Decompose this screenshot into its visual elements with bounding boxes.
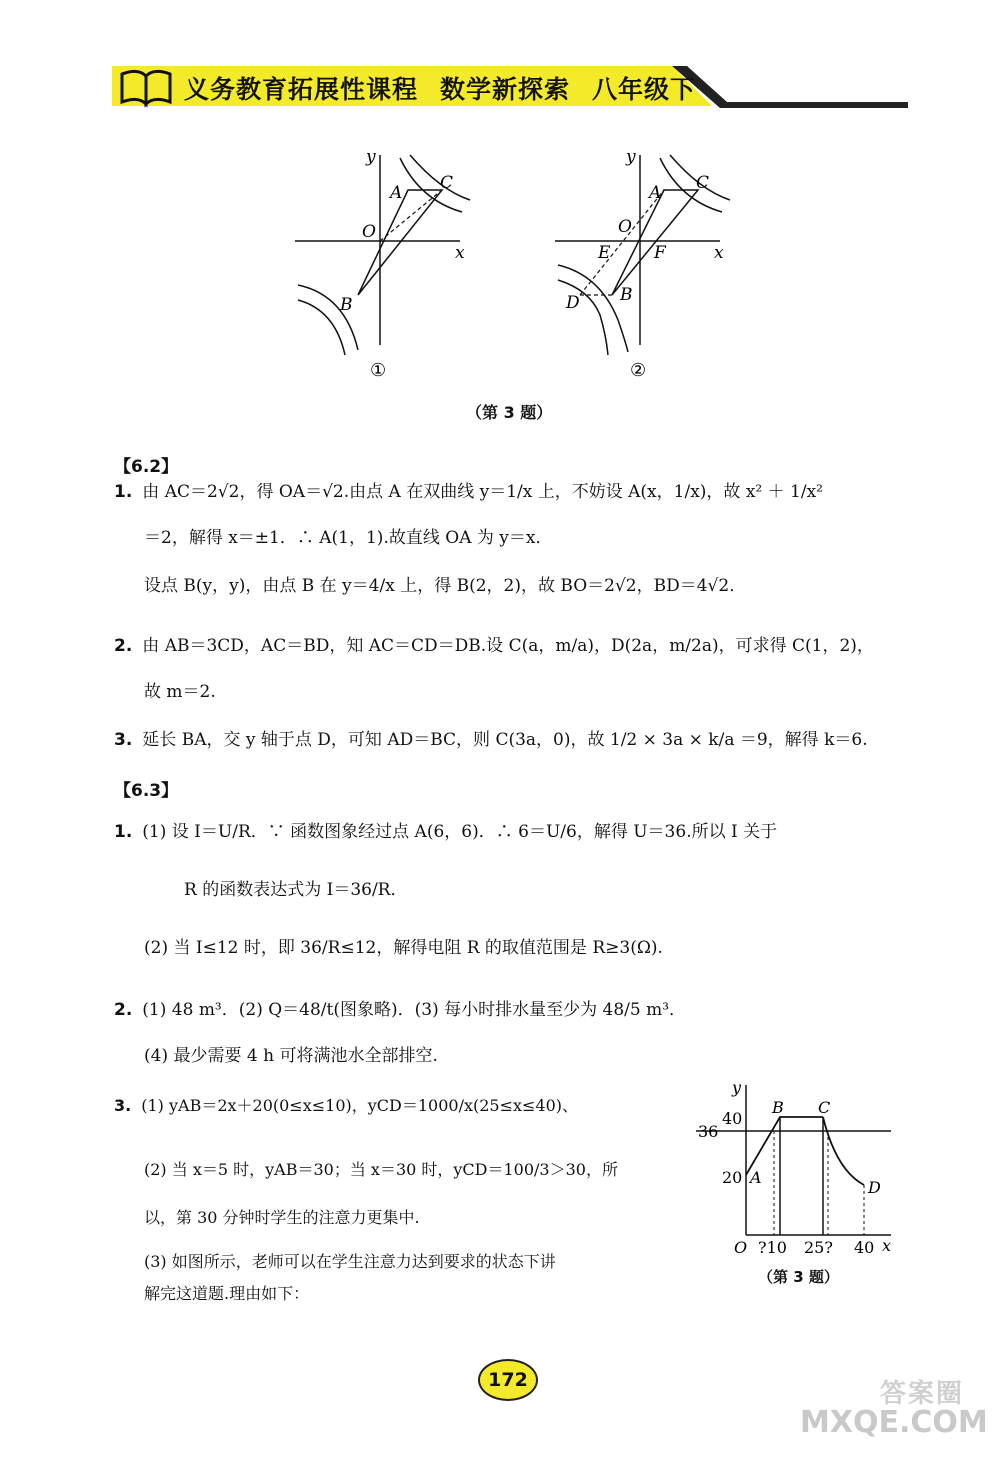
fig1-B: B — [340, 295, 353, 315]
q63-1-num: 1. — [114, 822, 133, 842]
q62-2-line2: 故 m＝2. — [144, 682, 216, 702]
q62-2-line1 — [114, 634, 874, 658]
fig2-D: D — [566, 293, 580, 313]
graph-xtick-25: 25? — [804, 1238, 833, 1257]
header-title — [184, 70, 718, 106]
q62-1-text1: 由 AC＝2√2，得 OA＝√2.由点 A 在双曲线 y＝1/x 上，不妨设 A(x，1/x)，故 x² ＋ 1/x² — [142, 482, 823, 502]
q63-3-num: 3. — [114, 1096, 132, 1115]
fig1-O: O — [362, 222, 376, 242]
figure-2 — [555, 147, 730, 381]
q62-3-num: 3. — [114, 730, 133, 750]
fig2-y: y — [626, 147, 636, 167]
q62-1-line3: 设点 B(y，y)，由点 B 在 y＝4/x 上，得 B(2，2)，故 BO＝2√2，BD＝4√2． — [144, 576, 747, 596]
q63-2-text1: (1) 48 m³．(2) Q＝48/t(图象略)．(3) 每小时排水量至少为 48/5 m³． — [142, 1000, 687, 1020]
q62-1-num: 1. — [114, 482, 133, 502]
subject-title: 数学新探索 — [440, 75, 571, 104]
watermark-bottom: MXQE.COM — [800, 1405, 988, 1440]
fig2-B: B — [620, 285, 633, 305]
q63-3-line2: (2) 当 x＝5 时，yAB＝30；当 x＝30 时，yCD＝100/3＞30，所 — [144, 1160, 618, 1179]
figures-caption: （第 3 题） — [466, 403, 553, 422]
section-heading-6-2: 【6.2】 — [114, 457, 179, 477]
q62-3-text1: 延长 BA，交 y 轴于点 D，可知 AD＝BC，则 C(3a，0)，故 1/2 × 3a × k/a ＝9，解得 k＝6. — [142, 730, 868, 750]
q63-2-line1 — [114, 998, 686, 1022]
q63-2-num: 2. — [114, 1000, 133, 1020]
graph-xtick-40: 40 — [854, 1238, 875, 1257]
q63-3-line4: (3) 如图所示，老师可以在学生注意力达到要求的状态下讲 — [144, 1252, 556, 1271]
fig2-C: C — [696, 173, 710, 193]
fig2-O: O — [618, 217, 632, 237]
q63-1-line2: R 的函数表达式为 I＝36/R． — [184, 880, 408, 900]
q63-2-line2: (4) 最少需要 4 h 可将满池水全部排空. — [144, 1046, 438, 1066]
page-header — [112, 62, 908, 112]
fig2-tag: ② — [630, 360, 647, 381]
q62-1-line1 — [114, 480, 823, 504]
graph-x-label: x — [882, 1236, 892, 1255]
q63-3-text1: (1) yAB＝2x＋20(0≤x≤10)，yCD＝1000/x(25≤x≤40)、 — [141, 1096, 579, 1115]
graph-ytick-40: 40 — [722, 1109, 743, 1128]
grade-title: 八年级下 — [592, 75, 697, 104]
graph-point-B: B — [772, 1098, 784, 1117]
q62-3-line1 — [114, 728, 868, 752]
q63-1-line3: (2) 当 I≤12 时，即 36/R≤12，解得电阻 R 的取值范围是 R≥3(Ω). — [144, 938, 663, 958]
fig2-x: x — [714, 243, 724, 263]
top-figures — [0, 140, 1000, 420]
graph-ytick-20: 20 — [722, 1168, 743, 1187]
q62-2-num: 2. — [114, 636, 133, 656]
graph-caption: （第 3 题） — [758, 1268, 839, 1286]
fig2-E: E — [598, 243, 611, 263]
series-title: 义务教育拓展性课程 — [184, 75, 419, 104]
section-heading-6-3: 【6.3】 — [114, 781, 179, 801]
figure-1 — [295, 147, 470, 381]
graph-xtick-10: ?10 — [758, 1238, 787, 1257]
page-number: 172 — [478, 1359, 538, 1401]
q63-1-text1: (1) 设 I＝U/R．∵ 函数图象经过点 A(6，6)．∴ 6＝U/6，解得 U＝36.所以 I 关于 — [142, 822, 778, 842]
fig1-y: y — [366, 147, 376, 167]
q63-3-line5: 解完这道题.理由如下： — [144, 1284, 310, 1303]
graph-y-label: y — [732, 1078, 742, 1097]
q63-1-line1 — [114, 820, 777, 844]
graph-point-C: C — [818, 1098, 831, 1117]
fig2-F: F — [654, 243, 666, 263]
attention-graph — [696, 1075, 896, 1265]
q62-2-text1: 由 AB＝3CD，AC＝BD，知 AC＝CD＝DB.设 C(a，m/a)，D(2a，m/2a)，可求得 C(1，2)， — [142, 636, 874, 656]
fig1-C: C — [440, 173, 454, 193]
graph-ytick-36: 36 — [698, 1122, 719, 1141]
fig1-x: x — [455, 243, 465, 263]
graph-point-D: D — [868, 1178, 881, 1197]
fig1-tag: ① — [370, 360, 387, 381]
q63-3-line1 — [114, 1094, 578, 1118]
graph-point-A: A — [750, 1168, 762, 1187]
graph-origin: O — [734, 1238, 748, 1257]
watermark-top: 答案圈 — [880, 1379, 965, 1409]
q63-3-line3: 以，第 30 分钟时学生的注意力更集中. — [144, 1208, 420, 1227]
fig1-A: A — [390, 183, 403, 203]
q62-1-line2: ＝2，解得 x＝±1．∴ A(1，1).故直线 OA 为 y＝x． — [144, 528, 553, 548]
fig2-A: A — [649, 183, 662, 203]
